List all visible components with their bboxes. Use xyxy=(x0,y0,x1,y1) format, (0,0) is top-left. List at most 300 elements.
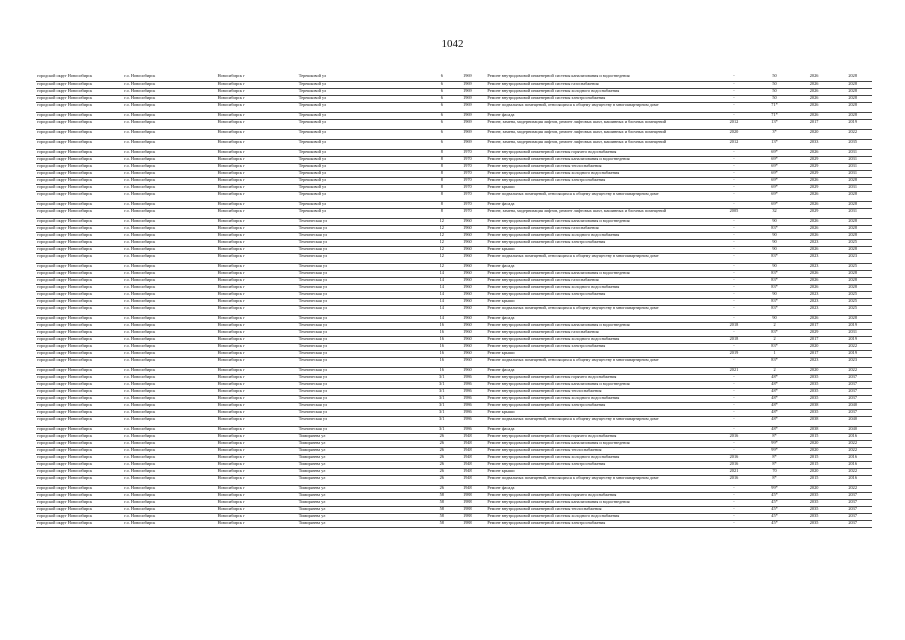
house-number-cell: 8 xyxy=(422,177,463,184)
build-year-cell: 1970 xyxy=(462,177,482,184)
district-cell: г.о. Новосибирск xyxy=(123,461,216,468)
work-type-cell: Ремонт внутридомовой инженерной системы теплоснабжения xyxy=(486,506,713,513)
plan-end-cell: 2025 xyxy=(833,239,872,246)
plan-start-cell: 2026 xyxy=(795,201,834,208)
wear-percent-cell: 48* xyxy=(754,374,795,381)
work-type-cell: Ремонт фасада xyxy=(486,485,713,492)
wear-percent-cell: 69* xyxy=(754,149,795,156)
plan-end-cell: 2022 xyxy=(833,440,872,447)
plan-end-cell: 2022 xyxy=(833,367,872,374)
work-type-cell: Ремонт внутридомовой инженерной системы холодного водоснабжения xyxy=(486,88,713,95)
wear-percent-cell: 90 xyxy=(754,315,795,322)
house-number-cell: 58 xyxy=(422,513,463,520)
house-number-cell: 14 xyxy=(422,284,463,291)
house-number-cell: 8 xyxy=(422,170,463,177)
last-repair-year-cell: - xyxy=(714,246,755,253)
settlement-cell: Новосибирск г xyxy=(217,402,298,409)
build-year-cell: 1986 xyxy=(462,381,482,388)
house-number-cell: 26 xyxy=(422,485,463,492)
build-year-cell: 1960 xyxy=(462,367,482,374)
plan-end-cell: 2028 xyxy=(833,177,872,184)
settlement-cell: Новосибирск г xyxy=(217,395,298,402)
street-cell: Техническая ул xyxy=(298,239,422,246)
build-year-cell: 1960 xyxy=(462,329,482,336)
wear-percent-cell: 83* xyxy=(754,225,795,232)
plan-start-cell: 2023 xyxy=(795,253,834,263)
district-cell: г.о. Новосибирск xyxy=(123,468,216,475)
build-year-cell: 1970 xyxy=(462,208,482,218)
wear-percent-cell: 2 xyxy=(754,336,795,343)
table-row xyxy=(36,277,872,284)
last-repair-year-cell: - xyxy=(714,270,755,277)
plan-end-cell: 2028 xyxy=(833,102,872,112)
plan-end-cell: 2028 xyxy=(833,95,872,102)
last-repair-year-cell: 2005 xyxy=(714,208,755,218)
wear-percent-cell: 48* xyxy=(754,402,795,409)
table-row xyxy=(36,374,872,381)
plan-end-cell: 2025 xyxy=(833,298,872,305)
wear-percent-cell: 50 xyxy=(754,95,795,102)
settlement-cell: Новосибирск г xyxy=(217,253,298,263)
plan-start-cell: 2035 xyxy=(795,499,834,506)
settlement-cell: Новосибирск г xyxy=(217,270,298,277)
street-cell: Терешковой ул xyxy=(298,139,422,149)
plan-start-cell: 2033 xyxy=(795,139,834,149)
settlement-cell: Новосибирск г xyxy=(217,315,298,322)
settlement-cell: Новосибирск г xyxy=(217,329,298,336)
settlement-cell: Новосибирск г xyxy=(217,149,298,156)
plan-start-cell: 2020 xyxy=(795,440,834,447)
work-type-cell: Ремонт внутридомовой инженерной системы электроснабжения xyxy=(486,239,713,246)
last-repair-year-cell: - xyxy=(714,402,755,409)
plan-start-cell: 2026 xyxy=(795,277,834,284)
build-year-cell: 1960 xyxy=(462,232,482,239)
plan-end-cell: 2022 xyxy=(833,343,872,350)
municipality-cell: городской округ Новосибирск xyxy=(36,492,123,499)
last-repair-year-cell: - xyxy=(714,149,755,156)
work-type-cell: Ремонт внутридомовой инженерной системы холодного водоснабжения xyxy=(486,336,713,343)
district-cell: г.о. Новосибирск xyxy=(123,191,216,201)
wear-percent-cell: 13* xyxy=(754,139,795,149)
wear-percent-cell: 99* xyxy=(754,485,795,492)
district-cell: г.о. Новосибирск xyxy=(123,208,216,218)
house-number-cell: 3/1 xyxy=(422,388,463,395)
plan-end-cell: 2037 xyxy=(833,499,872,506)
district-cell: г.о. Новосибирск xyxy=(123,409,216,416)
house-number-cell: 8 xyxy=(422,149,463,156)
street-cell: Тимирязева ул xyxy=(298,475,422,485)
plan-end-cell: 2028 xyxy=(833,277,872,284)
house-number-cell: 8 xyxy=(422,163,463,170)
wear-percent-cell: 45* xyxy=(754,492,795,499)
settlement-cell: Новосибирск г xyxy=(217,184,298,191)
wear-percent-cell: 69* xyxy=(754,184,795,191)
district-cell: г.о. Новосибирск xyxy=(123,381,216,388)
table-row xyxy=(36,336,872,343)
plan-start-cell: 2026 xyxy=(795,177,834,184)
work-type-cell: Ремонт внутридомовой инженерной системы газоснабжения xyxy=(486,329,713,336)
municipality-cell: городской округ Новосибирск xyxy=(36,270,123,277)
last-repair-year-cell: - xyxy=(714,253,755,263)
table-row xyxy=(36,395,872,402)
build-year-cell: 1970 xyxy=(462,170,482,177)
build-year-cell: 1988 xyxy=(462,499,482,506)
last-repair-year-cell: 2016 xyxy=(714,454,755,461)
street-cell: Техническая ул xyxy=(298,315,422,322)
build-year-cell: 1960 xyxy=(462,291,482,298)
last-repair-year-cell: - xyxy=(714,343,755,350)
work-type-cell: Ремонт внутридомовой инженерной системы холодного водоснабжения xyxy=(486,284,713,291)
plan-end-cell: 2022 xyxy=(833,468,872,475)
street-cell: Техническая ул xyxy=(298,218,422,225)
plan-start-cell: 2020 xyxy=(795,447,834,454)
plan-start-cell: 2026 xyxy=(795,284,834,291)
work-type-cell: Ремонт внутридомовой инженерной системы электроснабжения xyxy=(486,520,713,527)
municipality-cell: городской округ Новосибирск xyxy=(36,454,123,461)
last-repair-year-cell: 2012 xyxy=(714,139,755,149)
municipality-cell: городской округ Новосибирск xyxy=(36,381,123,388)
last-repair-year-cell: - xyxy=(714,184,755,191)
plan-start-cell: 2017 xyxy=(795,322,834,329)
last-repair-year-cell: - xyxy=(714,305,755,315)
last-repair-year-cell: - xyxy=(714,74,755,81)
municipality-cell: городской округ Новосибирск xyxy=(36,499,123,506)
settlement-cell: Новосибирск г xyxy=(217,388,298,395)
build-year-cell: 1960 xyxy=(462,246,482,253)
house-number-cell: 6 xyxy=(422,95,463,102)
district-cell: г.о. Новосибирск xyxy=(123,350,216,357)
district-cell: г.о. Новосибирск xyxy=(123,239,216,246)
work-type-cell: Ремонт внутридомовой инженерной системы электроснабжения xyxy=(486,291,713,298)
table-row xyxy=(36,208,872,218)
district-cell: г.о. Новосибирск xyxy=(123,149,216,156)
table-row xyxy=(36,357,872,367)
settlement-cell: Новосибирск г xyxy=(217,263,298,270)
district-cell: г.о. Новосибирск xyxy=(123,374,216,381)
settlement-cell: Новосибирск г xyxy=(217,461,298,468)
street-cell: Техническая ул xyxy=(298,336,422,343)
settlement-cell: Новосибирск г xyxy=(217,139,298,149)
table-row xyxy=(36,129,872,139)
last-repair-year-cell: - xyxy=(714,513,755,520)
table-row xyxy=(36,499,872,506)
table-row xyxy=(36,177,872,184)
settlement-cell: Новосибирск г xyxy=(217,163,298,170)
table-row xyxy=(36,218,872,225)
wear-percent-cell: 45* xyxy=(754,513,795,520)
street-cell: Терешковой ул xyxy=(298,81,422,88)
municipality-cell: городской округ Новосибирск xyxy=(36,81,123,88)
wear-percent-cell: 83* xyxy=(754,277,795,284)
work-type-cell: Ремонт подвальных помещений, относящихся к общему имуществу в многоквартирном доме xyxy=(486,191,713,201)
municipality-cell: городской округ Новосибирск xyxy=(36,336,123,343)
plan-start-cell: 2035 xyxy=(795,506,834,513)
street-cell: Терешковой ул xyxy=(298,201,422,208)
district-cell: г.о. Новосибирск xyxy=(123,184,216,191)
work-type-cell: Ремонт подвальных помещений, относящихся к общему имуществу в многоквартирном доме xyxy=(486,357,713,367)
build-year-cell: 1970 xyxy=(462,156,482,163)
wear-percent-cell: 90 xyxy=(754,246,795,253)
district-cell: г.о. Новосибирск xyxy=(123,253,216,263)
plan-end-cell: 2028 xyxy=(833,74,872,81)
table-row xyxy=(36,416,872,426)
table-row xyxy=(36,284,872,291)
settlement-cell: Новосибирск г xyxy=(217,277,298,284)
municipality-cell: городской округ Новосибирск xyxy=(36,506,123,513)
house-number-cell: 12 xyxy=(422,239,463,246)
build-year-cell: 1969 xyxy=(462,74,482,81)
table-row xyxy=(36,513,872,520)
work-type-cell: Ремонт внутридомовой инженерной системы холодного водоснабжения xyxy=(486,232,713,239)
plan-end-cell: 2031 xyxy=(833,156,872,163)
house-number-cell: 58 xyxy=(422,499,463,506)
table-row xyxy=(36,119,872,129)
work-type-cell: Ремонт внутридомовой инженерной системы канализования и водоотведения xyxy=(486,440,713,447)
plan-end-cell: 2028 xyxy=(833,191,872,201)
table-row xyxy=(36,402,872,409)
house-number-cell: 58 xyxy=(422,492,463,499)
plan-start-cell: 2029 xyxy=(795,156,834,163)
municipality-cell: городской округ Новосибирск xyxy=(36,225,123,232)
table-row xyxy=(36,468,872,475)
municipality-cell: городской округ Новосибирск xyxy=(36,305,123,315)
street-cell: Терешковой ул xyxy=(298,88,422,95)
district-cell: г.о. Новосибирск xyxy=(123,263,216,270)
settlement-cell: Новосибирск г xyxy=(217,156,298,163)
wear-percent-cell: 50 xyxy=(754,74,795,81)
settlement-cell: Новосибирск г xyxy=(217,440,298,447)
work-type-cell: Ремонт внутридомовой инженерной системы канализования и водоотведения xyxy=(486,322,713,329)
table-row xyxy=(36,388,872,395)
wear-percent-cell: 48* xyxy=(754,409,795,416)
street-cell: Техническая ул xyxy=(298,367,422,374)
plan-end-cell: 2025 xyxy=(833,263,872,270)
district-cell: г.о. Новосибирск xyxy=(123,170,216,177)
plan-end-cell: 2031 xyxy=(833,184,872,191)
wear-percent-cell: 13* xyxy=(754,119,795,129)
work-type-cell: Ремонт внутридомовой инженерной системы холодного водоснабжения xyxy=(486,513,713,520)
district-cell: г.о. Новосибирск xyxy=(123,492,216,499)
table-row xyxy=(36,409,872,416)
house-number-cell: 12 xyxy=(422,218,463,225)
street-cell: Терешковой ул xyxy=(298,170,422,177)
plan-start-cell: 2035 xyxy=(795,388,834,395)
plan-end-cell: 2028 xyxy=(833,201,872,208)
house-number-cell: 14 xyxy=(422,277,463,284)
last-repair-year-cell: - xyxy=(714,409,755,416)
plan-end-cell: 2016 xyxy=(833,475,872,485)
work-type-cell: Ремонт внутридомовой инженерной системы холодного водоснабжения xyxy=(486,454,713,461)
table-row xyxy=(36,81,872,88)
plan-start-cell: 2035 xyxy=(795,492,834,499)
settlement-cell: Новосибирск г xyxy=(217,426,298,433)
last-repair-year-cell: 2018 xyxy=(714,336,755,343)
house-number-cell: 58 xyxy=(422,506,463,513)
street-cell: Техническая ул xyxy=(298,263,422,270)
plan-start-cell: 2020 xyxy=(795,485,834,492)
street-cell: Терешковой ул xyxy=(298,102,422,112)
plan-start-cell: 2026 xyxy=(795,218,834,225)
last-repair-year-cell: - xyxy=(714,218,755,225)
municipality-cell: городской округ Новосибирск xyxy=(36,170,123,177)
plan-start-cell: 2035 xyxy=(795,520,834,527)
table-row xyxy=(36,343,872,350)
settlement-cell: Новосибирск г xyxy=(217,225,298,232)
district-cell: г.о. Новосибирск xyxy=(123,485,216,492)
street-cell: Техническая ул xyxy=(298,416,422,426)
plan-end-cell: 2025 xyxy=(833,305,872,315)
settlement-cell: Новосибирск г xyxy=(217,246,298,253)
plan-end-cell: 2025 xyxy=(833,291,872,298)
house-number-cell: 14 xyxy=(422,298,463,305)
house-number-cell: 6 xyxy=(422,81,463,88)
settlement-cell: Новосибирск г xyxy=(217,381,298,388)
build-year-cell: 1948 xyxy=(462,454,482,461)
house-number-cell: 26 xyxy=(422,461,463,468)
table-row xyxy=(36,225,872,232)
street-cell: Техническая ул xyxy=(298,329,422,336)
street-cell: Терешковой ул xyxy=(298,156,422,163)
municipality-cell: городской округ Новосибирск xyxy=(36,74,123,81)
last-repair-year-cell: - xyxy=(714,277,755,284)
wear-percent-cell: 83* xyxy=(754,253,795,263)
last-repair-year-cell: - xyxy=(714,426,755,433)
district-cell: г.о. Новосибирск xyxy=(123,506,216,513)
work-type-cell: Ремонт внутридомовой инженерной системы канализования и водоотведения xyxy=(486,270,713,277)
table-row xyxy=(36,298,872,305)
plan-end-cell: 2022 xyxy=(833,485,872,492)
work-type-cell: Ремонт внутридомовой инженерной системы канализования и водоотведения xyxy=(486,381,713,388)
wear-percent-cell: 83* xyxy=(754,357,795,367)
build-year-cell: 1988 xyxy=(462,520,482,527)
build-year-cell: 1969 xyxy=(462,81,482,88)
table-row xyxy=(36,95,872,102)
build-year-cell: 1986 xyxy=(462,426,482,433)
last-repair-year-cell: - xyxy=(714,163,755,170)
plan-end-cell: 2037 xyxy=(833,506,872,513)
plan-start-cell: 2026 xyxy=(795,149,834,156)
settlement-cell: Новосибирск г xyxy=(217,336,298,343)
plan-start-cell: 2038 xyxy=(795,402,834,409)
plan-start-cell: 2026 xyxy=(795,270,834,277)
plan-end-cell: 2016 xyxy=(833,433,872,440)
house-number-cell: 3/1 xyxy=(422,395,463,402)
last-repair-year-cell: 2018 xyxy=(714,322,755,329)
district-cell: г.о. Новосибирск xyxy=(123,402,216,409)
table-row xyxy=(36,322,872,329)
district-cell: г.о. Новосибирск xyxy=(123,156,216,163)
plan-start-cell: 2029 xyxy=(795,184,834,191)
street-cell: Техническая ул xyxy=(298,426,422,433)
settlement-cell: Новосибирск г xyxy=(217,170,298,177)
district-cell: г.о. Новосибирск xyxy=(123,284,216,291)
plan-start-cell: 2017 xyxy=(795,350,834,357)
municipality-cell: городской округ Новосибирск xyxy=(36,388,123,395)
plan-start-cell: 2023 xyxy=(795,298,834,305)
work-type-cell: Ремонт, замена, модернизация лифтов, ремонт лифтовых шахт, машинных и блочных помещений xyxy=(486,208,713,218)
wear-percent-cell: 45* xyxy=(754,506,795,513)
street-cell: Техническая ул xyxy=(298,374,422,381)
plan-end-cell: 2028 xyxy=(833,81,872,88)
last-repair-year-cell: - xyxy=(714,395,755,402)
work-type-cell: Ремонт фасада xyxy=(486,315,713,322)
wear-percent-cell: 8* xyxy=(754,433,795,440)
plan-end-cell: 2037 xyxy=(833,395,872,402)
build-year-cell: 1960 xyxy=(462,263,482,270)
plan-start-cell: 2026 xyxy=(795,191,834,201)
wear-percent-cell: 83* xyxy=(754,284,795,291)
plan-end-cell: 2037 xyxy=(833,381,872,388)
house-number-cell: 16 xyxy=(422,343,463,350)
settlement-cell: Новосибирск г xyxy=(217,485,298,492)
settlement-cell: Новосибирск г xyxy=(217,416,298,426)
build-year-cell: 1969 xyxy=(462,119,482,129)
wear-percent-cell: 90 xyxy=(754,263,795,270)
district-cell: г.о. Новосибирск xyxy=(123,454,216,461)
house-number-cell: 8 xyxy=(422,201,463,208)
street-cell: Техническая ул xyxy=(298,225,422,232)
work-type-cell: Ремонт фасада xyxy=(486,426,713,433)
plan-start-cell: 2015 xyxy=(795,475,834,485)
last-repair-year-cell: - xyxy=(714,239,755,246)
table-row xyxy=(36,239,872,246)
wear-percent-cell: 90 xyxy=(754,218,795,225)
table-row xyxy=(36,191,872,201)
plan-start-cell: 2026 xyxy=(795,102,834,112)
district-cell: г.о. Новосибирск xyxy=(123,201,216,208)
table-row xyxy=(36,520,872,527)
plan-end-cell: 2031 xyxy=(833,208,872,218)
build-year-cell: 1960 xyxy=(462,305,482,315)
plan-end-cell: 2019 xyxy=(833,336,872,343)
settlement-cell: Новосибирск г xyxy=(217,447,298,454)
plan-end-cell: 2037 xyxy=(833,513,872,520)
build-year-cell: 1970 xyxy=(462,149,482,156)
table-row xyxy=(36,485,872,492)
district-cell: г.о. Новосибирск xyxy=(123,395,216,402)
plan-start-cell: 2029 xyxy=(795,163,834,170)
table-row xyxy=(36,350,872,357)
work-type-cell: Ремонт внутридомовой инженерной системы электроснабжения xyxy=(486,402,713,409)
district-cell: г.о. Новосибирск xyxy=(123,305,216,315)
municipality-cell: городской округ Новосибирск xyxy=(36,475,123,485)
wear-percent-cell: 8* xyxy=(754,475,795,485)
district-cell: г.о. Новосибирск xyxy=(123,129,216,139)
plan-end-cell: 2028 xyxy=(833,232,872,239)
build-year-cell: 1988 xyxy=(462,492,482,499)
house-number-cell: 3/1 xyxy=(422,374,463,381)
last-repair-year-cell: - xyxy=(714,102,755,112)
district-cell: г.о. Новосибирск xyxy=(123,270,216,277)
house-number-cell: 8 xyxy=(422,208,463,218)
street-cell: Техническая ул xyxy=(298,381,422,388)
house-number-cell: 16 xyxy=(422,367,463,374)
plan-end-cell: 2035 xyxy=(833,139,872,149)
build-year-cell: 1988 xyxy=(462,513,482,520)
build-year-cell: 1948 xyxy=(462,433,482,440)
street-cell: Терешковой ул xyxy=(298,119,422,129)
house-number-cell: 12 xyxy=(422,246,463,253)
wear-percent-cell: 50 xyxy=(754,81,795,88)
build-year-cell: 1969 xyxy=(462,88,482,95)
street-cell: Терешковой ул xyxy=(298,184,422,191)
street-cell: Техническая ул xyxy=(298,291,422,298)
build-year-cell: 1948 xyxy=(462,475,482,485)
municipality-cell: городской округ Новосибирск xyxy=(36,239,123,246)
work-type-cell: Ремонт крыши xyxy=(486,409,713,416)
plan-start-cell: 2020 xyxy=(795,343,834,350)
wear-percent-cell: 70 xyxy=(754,468,795,475)
